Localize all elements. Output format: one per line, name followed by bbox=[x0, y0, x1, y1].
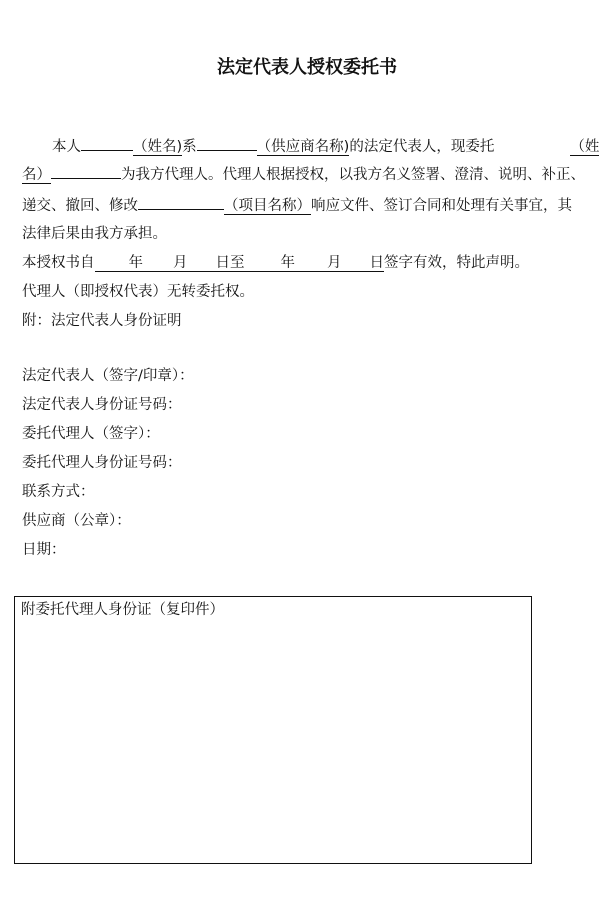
project-name-blank[interactable] bbox=[138, 194, 224, 210]
text-segment: 响应文件、签订合同和处理有关事宜，其 bbox=[311, 198, 572, 214]
month-label: 月 bbox=[327, 255, 342, 271]
supplier-name-blank[interactable] bbox=[197, 135, 257, 151]
text-segment: 递交、撤回、修改 bbox=[22, 198, 138, 214]
text-segment: 本人 bbox=[52, 139, 81, 155]
document-title: 法定代表人授权委托书 bbox=[217, 57, 397, 78]
legal-rep-id-field[interactable]: 法定代表人身份证号码： bbox=[22, 397, 182, 413]
date-field[interactable]: 日期： bbox=[22, 542, 66, 558]
project-name-label: （项目名称） bbox=[224, 198, 311, 214]
end-day-field[interactable] bbox=[342, 255, 385, 272]
authorization-line-3 bbox=[22, 194, 572, 216]
day-label: 日至 bbox=[215, 255, 245, 271]
start-year-field[interactable] bbox=[95, 255, 144, 272]
supplier-seal-field[interactable]: 供应商（公章）： bbox=[22, 513, 131, 529]
name-blank[interactable] bbox=[81, 135, 133, 151]
agent-id-field[interactable]: 委托代理人身份证号码： bbox=[22, 455, 182, 471]
attachment-note: 附：法定代表人身份证明 bbox=[22, 313, 182, 329]
text-segment: 法律后果由我方承担。 bbox=[22, 226, 167, 242]
text-segment: 为我方代理人。代理人根据授权，以我方名义签署、澄清、说明、补正、 bbox=[121, 167, 585, 183]
end-month-field[interactable] bbox=[295, 255, 342, 272]
agent-name-label: （姓 bbox=[570, 139, 600, 155]
id-copy-box-label: 附委托代理人身份证（复印件） bbox=[21, 602, 224, 618]
text-segment: 的法定代表人，现委托 bbox=[349, 139, 495, 155]
authorization-line-1 bbox=[22, 135, 599, 157]
start-day-field[interactable] bbox=[188, 255, 245, 272]
validity-line bbox=[22, 253, 529, 273]
year-label: 年 bbox=[128, 255, 143, 271]
end-year-field[interactable] bbox=[245, 255, 296, 272]
agent-name-label-end: 名） bbox=[22, 167, 51, 183]
text-segment: 签字有效，特此声明。 bbox=[384, 255, 529, 271]
no-subdelegation-text: 代理人（即授权代表）无转委托权。 bbox=[22, 284, 254, 300]
authorization-line-4 bbox=[22, 224, 167, 244]
text-segment: 系 bbox=[182, 139, 197, 155]
name-label: （姓名) bbox=[133, 139, 183, 155]
legal-rep-signature-field[interactable]: 法定代表人（签字/印章）： bbox=[22, 368, 194, 384]
text-segment: 本授权书自 bbox=[22, 255, 95, 271]
year-label: 年 bbox=[280, 255, 295, 271]
id-copy-box[interactable] bbox=[14, 596, 532, 864]
agent-signature-field[interactable]: 委托代理人（签字）： bbox=[22, 426, 160, 442]
month-label: 月 bbox=[173, 255, 188, 271]
authorization-line-2 bbox=[22, 163, 585, 185]
supplier-name-label: （供应商名称) bbox=[256, 139, 350, 155]
contact-field[interactable]: 联系方式： bbox=[22, 484, 95, 500]
agent-name-blank[interactable] bbox=[51, 163, 121, 179]
day-label: 日 bbox=[369, 255, 384, 271]
start-month-field[interactable] bbox=[143, 255, 188, 272]
